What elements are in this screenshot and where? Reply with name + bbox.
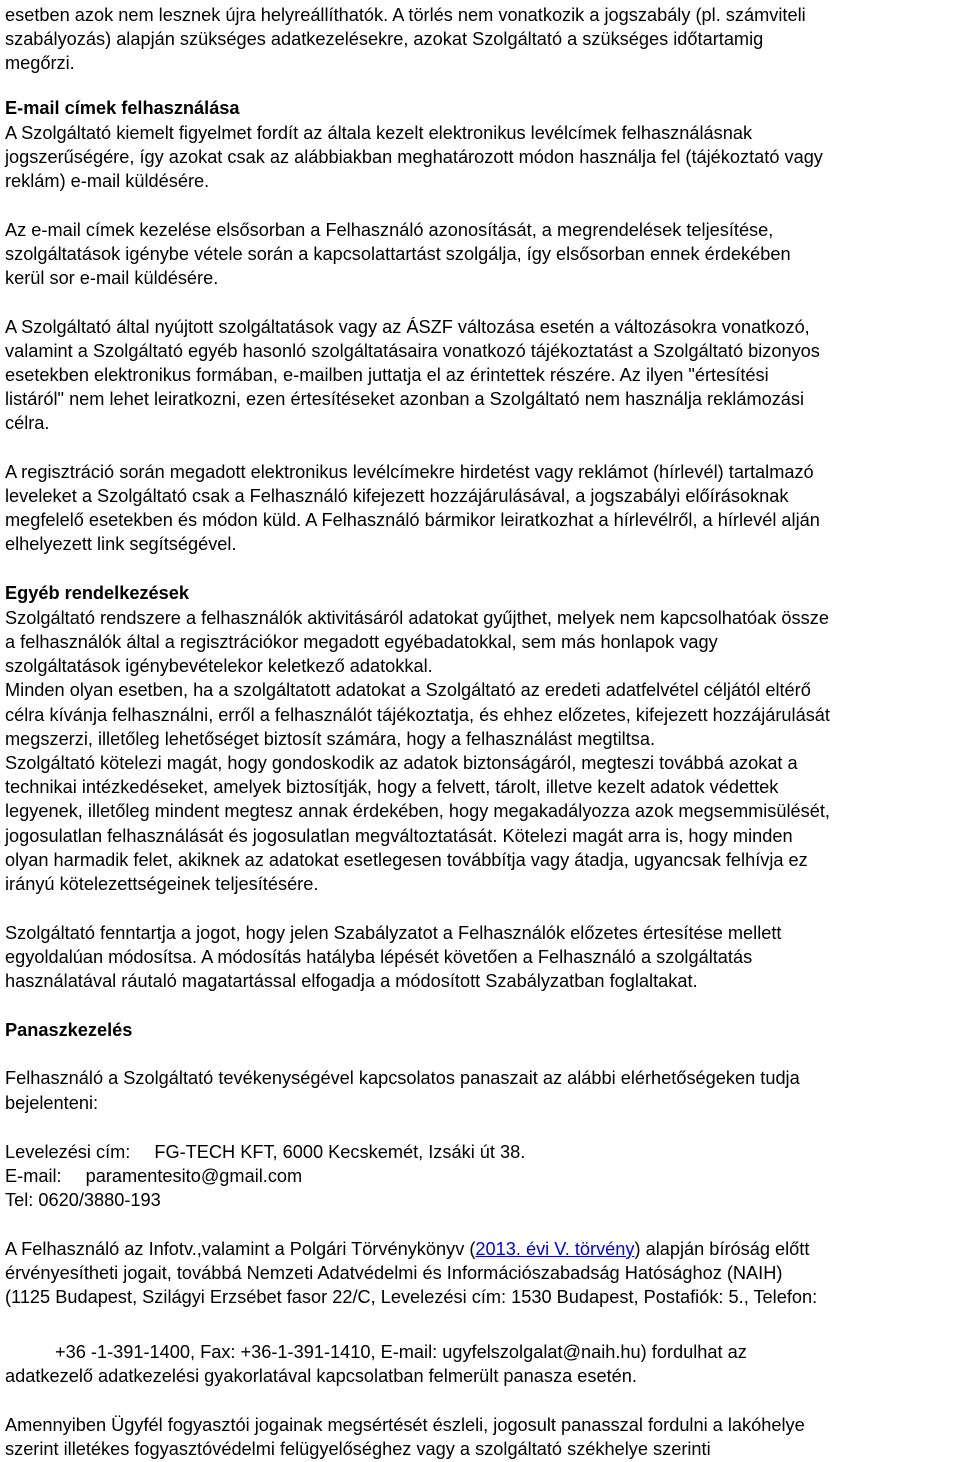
text-line: Minden olyan esetben, ha a szolgáltatott adatokat a Szolgáltató az eredeti adatfelvétel céljától eltérő (5, 680, 811, 700)
text-line: jogosulatlan felhasználását és jogosulatlan megváltoztatását. Kötelezi magát arra is, hogy minden (5, 826, 793, 846)
text-line: A Szolgáltató kiemelt figyelmet fordít az általa kezelt elektronikus levélcímek felhasználásnak (5, 123, 753, 143)
text-line: célra. (5, 413, 50, 433)
text-line: Felhasználó a Szolgáltató tevékenységével kapcsolatos panaszait az alábbi elérhetőségeken tudja (5, 1068, 800, 1088)
text-line: irányú kötelezettségeinek teljesítésére. (5, 874, 319, 894)
text-line: használatával ráutaló magatartással elfogadja a módosított Szabályzatban foglaltakat. (5, 971, 698, 991)
text-line: jogszerűségére, így azokat csak az alábbiakban meghatározott módon használja fel (tájékoztató vagy (5, 147, 823, 167)
text-line: A Szolgáltató által nyújtott szolgáltatások vagy az ÁSZF változása esetén a változásokra vonatkozó, (5, 317, 810, 337)
text-line: szabályozás) alapján szükséges adatkezelésekre, azokat Szolgáltató a szükséges időtartamig (5, 29, 764, 49)
text-line: valamint a Szolgáltató egyéb hasonló szolgáltatásaira vonatkozó tájékoztatást a Szolgáltató bizonyos (5, 341, 820, 361)
section-heading-email: E-mail címek felhasználása (5, 98, 240, 118)
law-link[interactable]: 2013. évi V. törvény (475, 1239, 635, 1259)
text-line: megfelelő esetekben és módon küld. A Felhasználó bármikor leiratkozhat a hírlevélről, a hírlevél alján (5, 510, 820, 530)
postal-value: FG-TECH KFT, 6000 Kecskemét, Izsáki út 38. (154, 1142, 526, 1162)
law-suffix: ) alapján bíróság előtt (634, 1239, 810, 1259)
text-line: olyan harmadik felet, akiknek az adatokat esetlegesen továbbítja vagy átadja, ugyancsak felhívja ez (5, 850, 808, 870)
text-line: Amennyiben Ügyfél fogyasztói jogainak megsértését észleli, jogosult panasszal fordulni a lakóhelye (5, 1415, 805, 1435)
text-line: adatkezelő adatkezelési gyakorlatával kapcsolatban felmerült panasza esetén. (5, 1366, 637, 1386)
text-line: reklám) e-mail küldésére. (5, 171, 210, 191)
text-line: szerint illetékes fogyasztóvédelmi felügyelőséghez vagy a szolgáltató székhelye szerinti (5, 1439, 711, 1459)
section-heading-complaints: Panaszkezelés (5, 1020, 133, 1040)
text-line: (1125 Budapest, Szilágyi Erzsébet fasor 22/C, Levelezési cím: 1530 Budapest, Postafiók: 5., Telefon: (5, 1287, 818, 1307)
text-line: A regisztráció során megadott elektronikus levélcímekre hirdetést vagy reklámot (hírlevél) tartalmazó (5, 462, 814, 482)
text-line: esetekben elektronikus formában, e-mailben juttatja el az érintettek részére. Az ilyen "értesítési (5, 365, 769, 385)
text-line: szolgáltatások igénybe vétele során a kapcsolattartást szolgálja, így elsősorban ennek érdekében (5, 244, 791, 264)
text-line: elhelyezett link segítségével. (5, 534, 237, 554)
text-line: Szolgáltató rendszere a felhasználók aktivitásáról adatokat gyűjthet, melyek nem kapcsolhatóak össze (5, 608, 829, 628)
contact-email (5, 1164, 302, 1188)
text-line: listáról" nem lehet leiratkozni, ezen értesítéseket azonban a Szolgáltató nem használja reklámozási (5, 389, 805, 409)
text-line: leveleket a Szolgáltató csak a Felhasználó kifejezett hozzájárulásával, a jogszabályi előírásoknak (5, 486, 789, 506)
text-line: célra kívánja felhasználni, erről a felhasználót tájékoztatja, és ehhez előzetes, kifejezett hozzájárulását (5, 705, 830, 725)
text-line: érvényesítheti jogait, továbbá Nemzeti Adatvédelmi és Információszabadság Hatósághoz (NAIH) (5, 1263, 783, 1283)
text-line: szolgáltatások igénybevételekor keletkező adatokkal. (5, 656, 433, 676)
text-line: a felhasználók által a regisztrációkor megadott egyébadatokkal, sem más honlapok vagy (5, 632, 718, 652)
naih-contact-line: +36 -1-391-1400, Fax: +36-1-391-1410, E-mail: ugyfelszolgalat@naih.hu) fordulhat az (55, 1342, 747, 1362)
email-label: E-mail: (5, 1166, 62, 1186)
text-line: Szolgáltató kötelezi magát, hogy gondoskodik az adatok biztonságáról, megteszi továbbá azokat a (5, 753, 798, 773)
contact-tel: Tel: 0620/3880-193 (5, 1190, 161, 1210)
contact-postal (5, 1140, 525, 1164)
postal-label: Levelezési cím: (5, 1142, 131, 1162)
text-line: Szolgáltató fenntartja a jogot, hogy jelen Szabályzatot a Felhasználók előzetes értesítése mellett (5, 923, 782, 943)
text-line: bejelenteni: (5, 1093, 99, 1113)
law-line (5, 1237, 809, 1261)
section-heading-other: Egyéb rendelkezések (5, 583, 189, 603)
email-value: paramentesito@gmail.com (85, 1166, 303, 1186)
text-line: egyoldalúan módosítsa. A módosítás hatályba lépését követően a Felhasználó a szolgáltatás (5, 947, 753, 967)
text-line: megőrzi. (5, 53, 75, 73)
text-line: technikai intézkedéseket, amelyek biztosítják, hogy a felvett, tárolt, illetve kezelt adatok védettek (5, 777, 779, 797)
text-line: megszerzi, illetőleg lehetőséget biztosít számára, hogy a felhasználást megtiltsa. (5, 729, 656, 749)
text-line: esetben azok nem lesznek újra helyreállíthatók. A törlés nem vonatkozik a jogszabály (pl. számviteli (5, 5, 806, 25)
text-line: Az e-mail címek kezelése elsősorban a Felhasználó azonosítását, a megrendelések teljesítése, (5, 220, 774, 240)
text-line: legyenek, illetőleg mindent megtesz annak érdekében, hogy megakadályozza azok megsemmisülését, (5, 801, 830, 821)
text-line: kerül sor e-mail küldésére. (5, 268, 219, 288)
law-prefix: A Felhasználó az Infotv.,valamint a Polgári Törvénykönyv ( (5, 1239, 476, 1259)
